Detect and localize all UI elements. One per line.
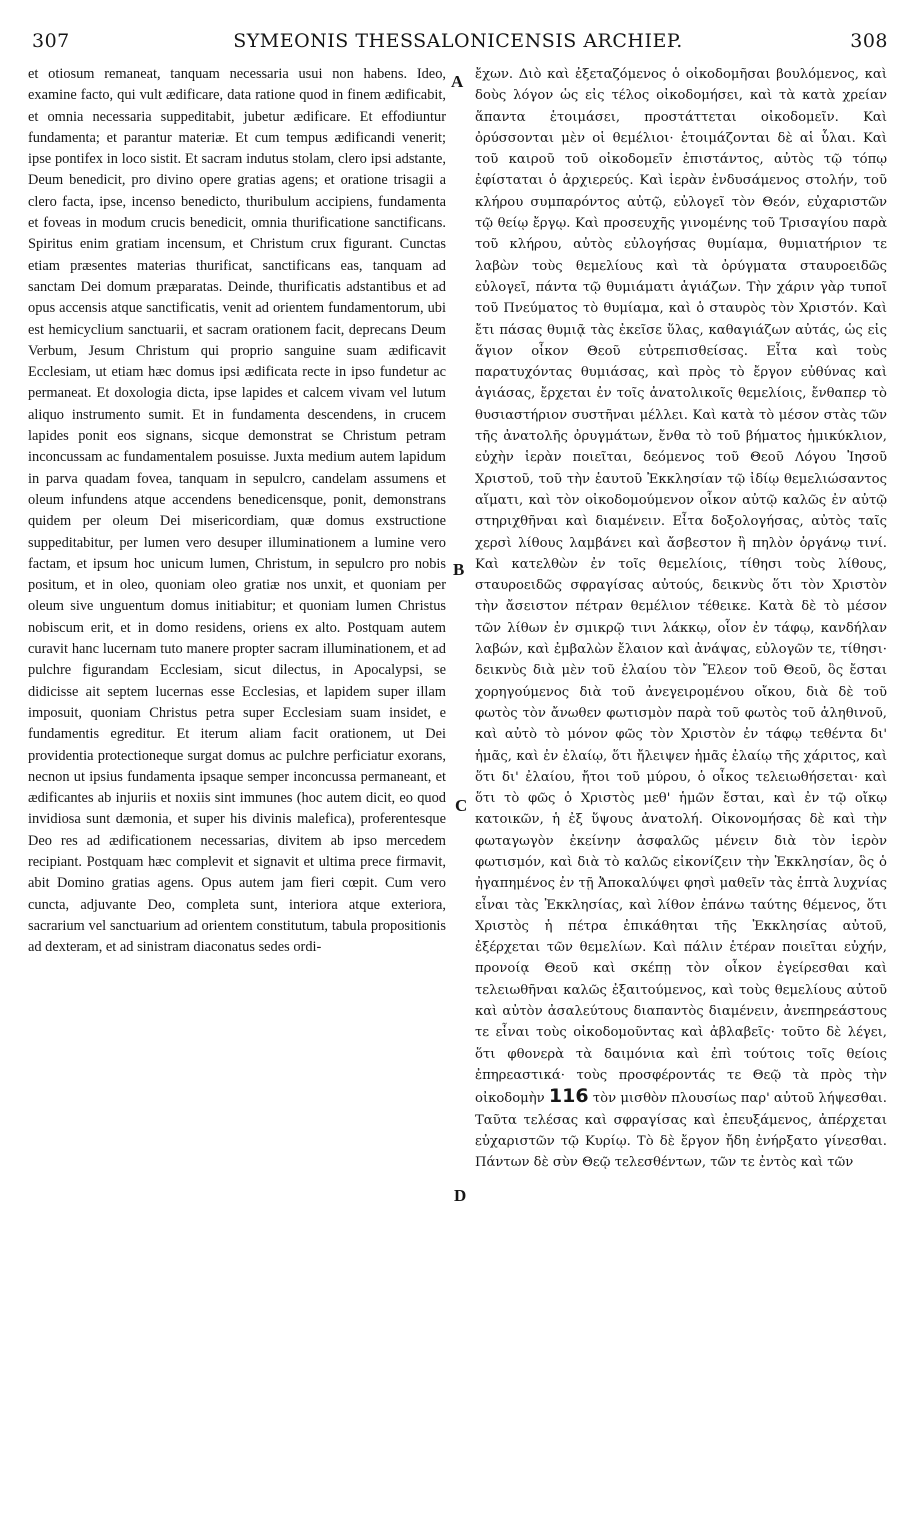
running-title: SYMEONIS THESSALONICENSIS ARCHIEP. bbox=[233, 30, 683, 52]
section-marker-c: C bbox=[455, 796, 468, 815]
page-number-left: 307 bbox=[32, 30, 70, 52]
running-header bbox=[28, 30, 888, 58]
latin-paragraph: et otiosum remaneat, tanquam necessaria usui non habens. Ideo, examine facto, qui vult ædificare, data ratione quod in finem ædificabit, et omnia necessaria suppeditabit, jubetur ædificare. Et effodiuntur fundamenta; et parantur materiæ. Et cum tempus ædificandi venerit; ipse pontifex in loco sistit. Et sacram indutus stolam, clero ipsi adstante, Deum benedicit, pro divino opere gratias agens; et oratione trisagii a clero facta, ipse, incenso benedicto, thuribulum accipiens, fundamenta et foveas in modum crucis benedicit, omnia thurificatione sanctificans. Spiritus enim gratiam incensum, et Christum crux figurant. Cunctas etiam præsentes materias thurificat, sanctificans eas, tanquam ad sanctam Dei domum præparatas. Deinde, thurificatis adstantibus et ad opus accensis atque sanctificatis, venit ad orientem fundamentorum, ubi est hemicyclium sanctuarii, et sacram orationem facit, deprecans Deum Verbum, Jesum Christum qui proprio sanguine suam ædificavit Ecclesiam, ut etiam hæc domus ipsi ædificata recte in ipso fundetur ac permaneat. Et doxologia dicta, ipse lapides et calcem vivam vel lutum aliquo instrumento sumit. Et in fundamenta descendens, in crucem lapides ponit eos signans, sicque demonstrat se Christum petram inconcussam ac fundamentalem posuisse. Juxta medium autem lapidum in parva quadam fovea, tanquam in sepulcro, candelam assumens et oleum infundens atque accendens benedicensque, ponit, demonstrans quidem per oleum Dei misericordiam, quæ domus exstructione suppeditabitur, per lumen vero desuper illuminationem a lumine vero factam, et ipsum hoc unicum lumen, Christum, in sepulcro pro nobis positum, et in oleo, quoniam oleo gratiæ nos unxit, et quoniam per oleum sive unguentum domus initiabitur; et quoniam lumen Christus nobiscum erit, et in domo residens, oriens ex alto. Postquam autem curavit hanc lucernam tuto manere propter sacram illuminationem, et ad pulchre figurandam Ecclesiam, sicut dilectus, in Apocalypsi, se didicisse ait septem lucernas esse Ecclesias, et lapidem super illam imposuit, quoniam Christus petra super Ecclesiam suam insidet, e fundamentis egreditur. Et iterum aliam facit orationem, ut Dei providentia protectioneque surgat domus ac pulchre perficiatur exorans, necnon ut ipsius fundamenta ipsaque semper inconcussa permaneant, et ædificantes ab injuriis et noxiis sint immunes (hoc autem dicit, eo quod invidiosa sunt dæmonia, et super his divinis malefica), proferentesque Deo res ad ædificationem necessarias, divitem ab ipso mercedem recipiant. Postquam hæc complevit et signavit et ultima prece firmavit, abit Domino gratias agens. Opus autem jam fieri cœpit. Cum vero cuncta, adjuvante Deo, completa sunt, interiora atque exteriora, sacrarium vel sanctuarium ad orientem constitutum, tabula propositionis ad dexteram, et ad sinistram diaconatus sedes ordi- bbox=[28, 66, 446, 956]
greek-paragraph bbox=[475, 64, 887, 1173]
section-marker-b: B bbox=[453, 560, 465, 579]
greek-text-after: τὸν μισθὸν πλουσίως παρ' αὐτοῦ λήψεσθαι. Ταῦτα τελέσας καὶ σφραγίσας καὶ ἐπευξάμενος, ἀπέρχεται εὐχαριστῶν τῷ Κυρίῳ. Τὸ δὲ ἔργον ἤδη ἐνήρξατο γίνεσθαι. Πάντων δὲ σὺν Θεῷ τελεσθέντων, τῶν τε ἐντὸς καὶ τῶν bbox=[475, 1091, 887, 1171]
section-marker-d: D bbox=[454, 1186, 467, 1205]
page-number-right: 308 bbox=[850, 30, 888, 52]
greek-text-before: ἔχων. Διὸ καὶ ἐξεταζόμενος ὁ οἰκοδομῆσαι βουλόμενος, καὶ δοὺς λόγον ὡς εἰς τέλος οἰκοδομήσει, καὶ τὰ κατὰ χρείαν ἅπαντα ἑτοιμάσει, προστάττεται οἰκοδομεῖν. Καὶ ὀρύσσονται μὲν οἱ θεμέλιοι· ἑτοιμάζονται δὲ αἱ ὗλαι. Καὶ τοῦ καιροῦ τοῦ οἰκοδομεῖν ἐπιστάντος, αὐτὸς τῷ τόπῳ ἐφίσταται ὁ ἀρχιερεύς. Καὶ ἱερὰν ἐνδυσάμενος στολήν, τοῦ κλήρου συμπαρόντος αὐτῷ, εὐλογεῖ τὸν Θεόν, εὐχαριστῶν τῷ θείῳ ἔργῳ. Καὶ προσευχῆς γινομένης τοῦ Τρισαγίου παρὰ τοῦ κλήρου, αὐτὸς εὐλογήσας θυμίαμα, θυμιατήριον τε λαβὼν τοὺς θεμελίους καὶ τὰ ὀρύγματα σταυροειδῶς εὐλογεῖ, πάντα τῷ θυμιάματι ἁγιάζων. Τὴν χάριν γὰρ τυποῖ τοῦ Πνεύματος τὸ θυμίαμα, καὶ ὁ σταυρὸς τὸν Χριστόν. Καὶ ἔτι πάσας θυμιᾷ τὰς ἐκεῖσε ὕλας, καθαγιάζων αὐτάς, ὡς εἰς ἅγιον οἶκον Θεοῦ εὐτρεπισθείσας. Εἶτα καὶ τοὺς παρατυχόντας θυμιάσας, καὶ πρὸς τὸ ἔργον εὐθύνας καὶ ἁγιάσας, ἔρχεται ἐν τοῖς ἀνατολικοῖς θεμελίοις, ἔνθαπερ τὸ θυσιαστήριον συστῆναι μέλλει. Καὶ κατὰ τὸ μέσον στὰς τῶν τῆς ἀνατολῆς ὀρυγμάτων, ἔνθα τὸ τοῦ βήματος ἡμικύκλιον, εὐχὴν ἱερὰν ποιεῖται, δεόμενος τοῦ Θεοῦ Λόγου Ἰησοῦ Χριστοῦ, τοῦ τὴν ἑαυτοῦ Ἐκκλησίαν τῷ ἰδίῳ θεμελιώσαντος αἵματι, καὶ τὸν οἰκοδομούμενον οἶκον αὐτῷ καλῶς ἐν αὐτῷ στηριχθῆναι καὶ διαμένειν. Εἶτα δοξολογήσας, αὐτὸς ταῖς χερσὶ λίθους λαμβάνει καὶ ἄσβεστον ἢ πηλὸν ὀργάνῳ τινί. Καὶ κατελθὼν ἐν τοῖς θεμελίοις, τίθησι τοὺς λίθους, σταυροειδῶς σφραγίσας αὐτούς, δεικνὺς ὅτι τὸν Χριστὸν τὴν ἄσειστον πέτραν θεμέλιον τέθεικε. Κατὰ δὲ τὸ μέσον τῶν λίθων ἐν σμικρῷ τινι λάκκῳ, οἷον ἐν τάφῳ, κανδήλαν λαβών, καὶ ἐμβαλὼν ἔλαιον καὶ ἀνάψας, εὐλογῶν τε, τίθησι· δεικνὺς διὰ μὲν τοῦ ἐλαίου τὸν Ἔλεον τοῦ Θεοῦ, ὃς ἔσται χορηγούμενος διὰ τοῦ ἀνεγειρομένου οἴκου, διὰ δὲ τοῦ φωτὸς τὸν ἄνωθεν φωτισμὸν παρὰ τοῦ φωτὸς τοῦ ἀληθινοῦ, καὶ αὐτὸ τὸ μόνον φῶς τὸν Χριστὸν ἐν τάφῳ τεθέντα δι' ἡμᾶς, καὶ ἐν ἐλαίῳ, ὅτι ἤλειψεν ἡμᾶς ἐλαίῳ τῆς χάριτος, καὶ ὅτι δι' ἐλαίου, ἤτοι τοῦ μύρου, ὁ οἶκος τελειωθήσεται· καὶ ὅτι τὸ φῶς ὁ Χριστὸς μεθ' ἡμῶν ἔσται, καὶ ἐν τῷ οἴκῳ κατοικῶν, ἡ ἐξ ὕψους ἀνατολή. Οἰκονομήσας δὲ καὶ τὴν φωταγωγὸν ἐκείνην ἀσφαλῶς μένειν διὰ τὸν ἱερὸν φωτισμόν, καὶ διὰ τὸ καλῶς εἰκονίζειν τὴν Ἐκκλησίαν, ὃς ὁ ἠγαπημένος ἐν τῇ Ἀποκαλύψει φησὶ μαθεῖν τὰς ἑπτὰ λυχνίας εἶναι τὰς Ἐκκλησίας, καὶ λίθον ἐπάνω ταύτης θέμενος, ὅτι Χριστὸς ἡ πέτρα ἐπικάθηται τῆς Ἐκκλησίας αὐτοῦ, ἐξέρχεται τῶν θεμελίων. Καὶ πάλιν ἑτέραν ποιεῖται εὐχήν, προνοίᾳ Θεοῦ καὶ σκέπῃ τὸν οἶκον ἐγείρεσθαι καὶ τελειωθῆναι καλῶς ἐξαιτούμενος, καὶ τοὺς θεμελίους αὐτοῦ καὶ αὐτὸν ἀσαλεύτους διαπαντὸς διαμένειν, ἀνεπηρεάστους τε εἶναι τοὺς οἰκοδομοῦντας καὶ ἀβλαβεῖς· τοῦτο δὲ λέγει, ὅτι φθονερὰ τὰ δαιμόνια καὶ ἐπὶ τούτοις τοῖς θείοις ἐπηρεαστικά· τοὺς προσφέροντάς τε Θεῷ τὰ πρὸς τὴν οἰκοδομὴν bbox=[475, 67, 887, 1107]
column-number: 116 bbox=[548, 1085, 589, 1108]
section-marker-a: A bbox=[451, 72, 464, 91]
greek-column bbox=[475, 64, 887, 1173]
latin-column bbox=[28, 64, 446, 958]
